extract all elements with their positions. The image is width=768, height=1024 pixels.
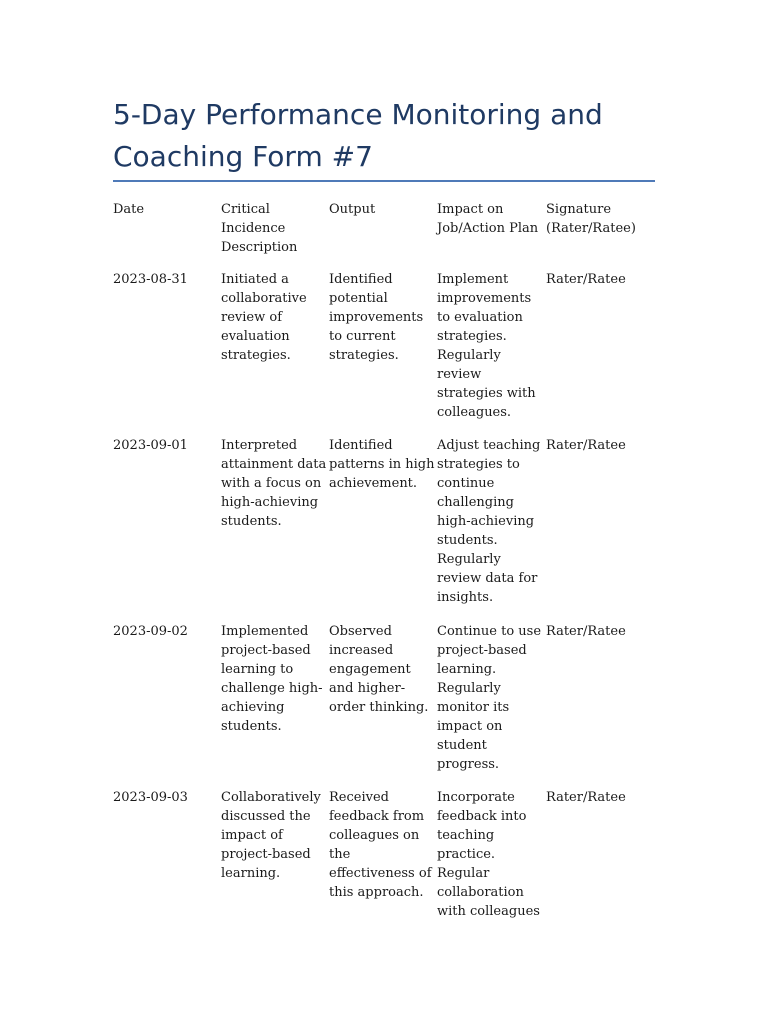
header-impact: Impact on Job/Action Plan [437, 202, 539, 236]
table-row [113, 622, 673, 788]
cell-output: Identified potential improvements to current strategies. [329, 272, 424, 363]
cell-impact: Implement improvements to evaluation strategies. Regularly review strategies with colleagues. [437, 272, 536, 420]
cell-impact: Incorporate feedback into teaching practice. Regular collaboration with colleagues [437, 790, 540, 919]
table-row [113, 436, 673, 622]
cell-description: Interpreted attainment data with a focus on high-achieving students. [221, 438, 327, 529]
header-output: Output [329, 202, 376, 217]
cell-description: Initiated a collaborative review of evaluation strategies. [221, 272, 307, 363]
cell-date: 2023-09-02 [113, 624, 188, 639]
cell-description: Implemented project-based learning to challenge high- achieving students. [221, 624, 323, 734]
header-date: Date [113, 202, 145, 217]
cell-impact: Adjust teaching strategies to continue challenging high-achieving students. Regularly review data for insights. [437, 438, 541, 605]
page-title: 5-Day Performance Monitoring and Coaching Form #7 [113, 98, 603, 173]
cell-signature: Rater/Ratee [546, 624, 626, 639]
cell-date: 2023-09-03 [113, 790, 188, 805]
cell-date: 2023-08-31 [113, 272, 188, 287]
cell-signature: Rater/Ratee [546, 272, 626, 287]
cell-output: Identified patterns in high achievement. [329, 438, 435, 491]
cell-date: 2023-09-01 [113, 438, 188, 453]
table-header-row [113, 200, 673, 270]
table-row [113, 788, 673, 928]
cell-description: Collaboratively discussed the impact of project-based learning. [221, 790, 321, 881]
header-signature: Signature (Rater/Ratee) [546, 202, 636, 236]
title-divider [113, 180, 655, 182]
cell-output: Observed increased engagement and higher- order thinking. [329, 624, 429, 715]
cell-signature: Rater/Ratee [546, 790, 626, 805]
header-critical-incidence: Critical Incidence Description [221, 202, 298, 255]
table-row [113, 270, 673, 436]
cell-signature: Rater/Ratee [546, 438, 626, 453]
monitoring-table [113, 200, 673, 928]
cell-output: Received feedback from colleagues on the effectiveness of this approach. [329, 790, 432, 900]
cell-impact: Continue to use project-based learning. Regularly monitor its impact on student progress. [437, 624, 542, 772]
